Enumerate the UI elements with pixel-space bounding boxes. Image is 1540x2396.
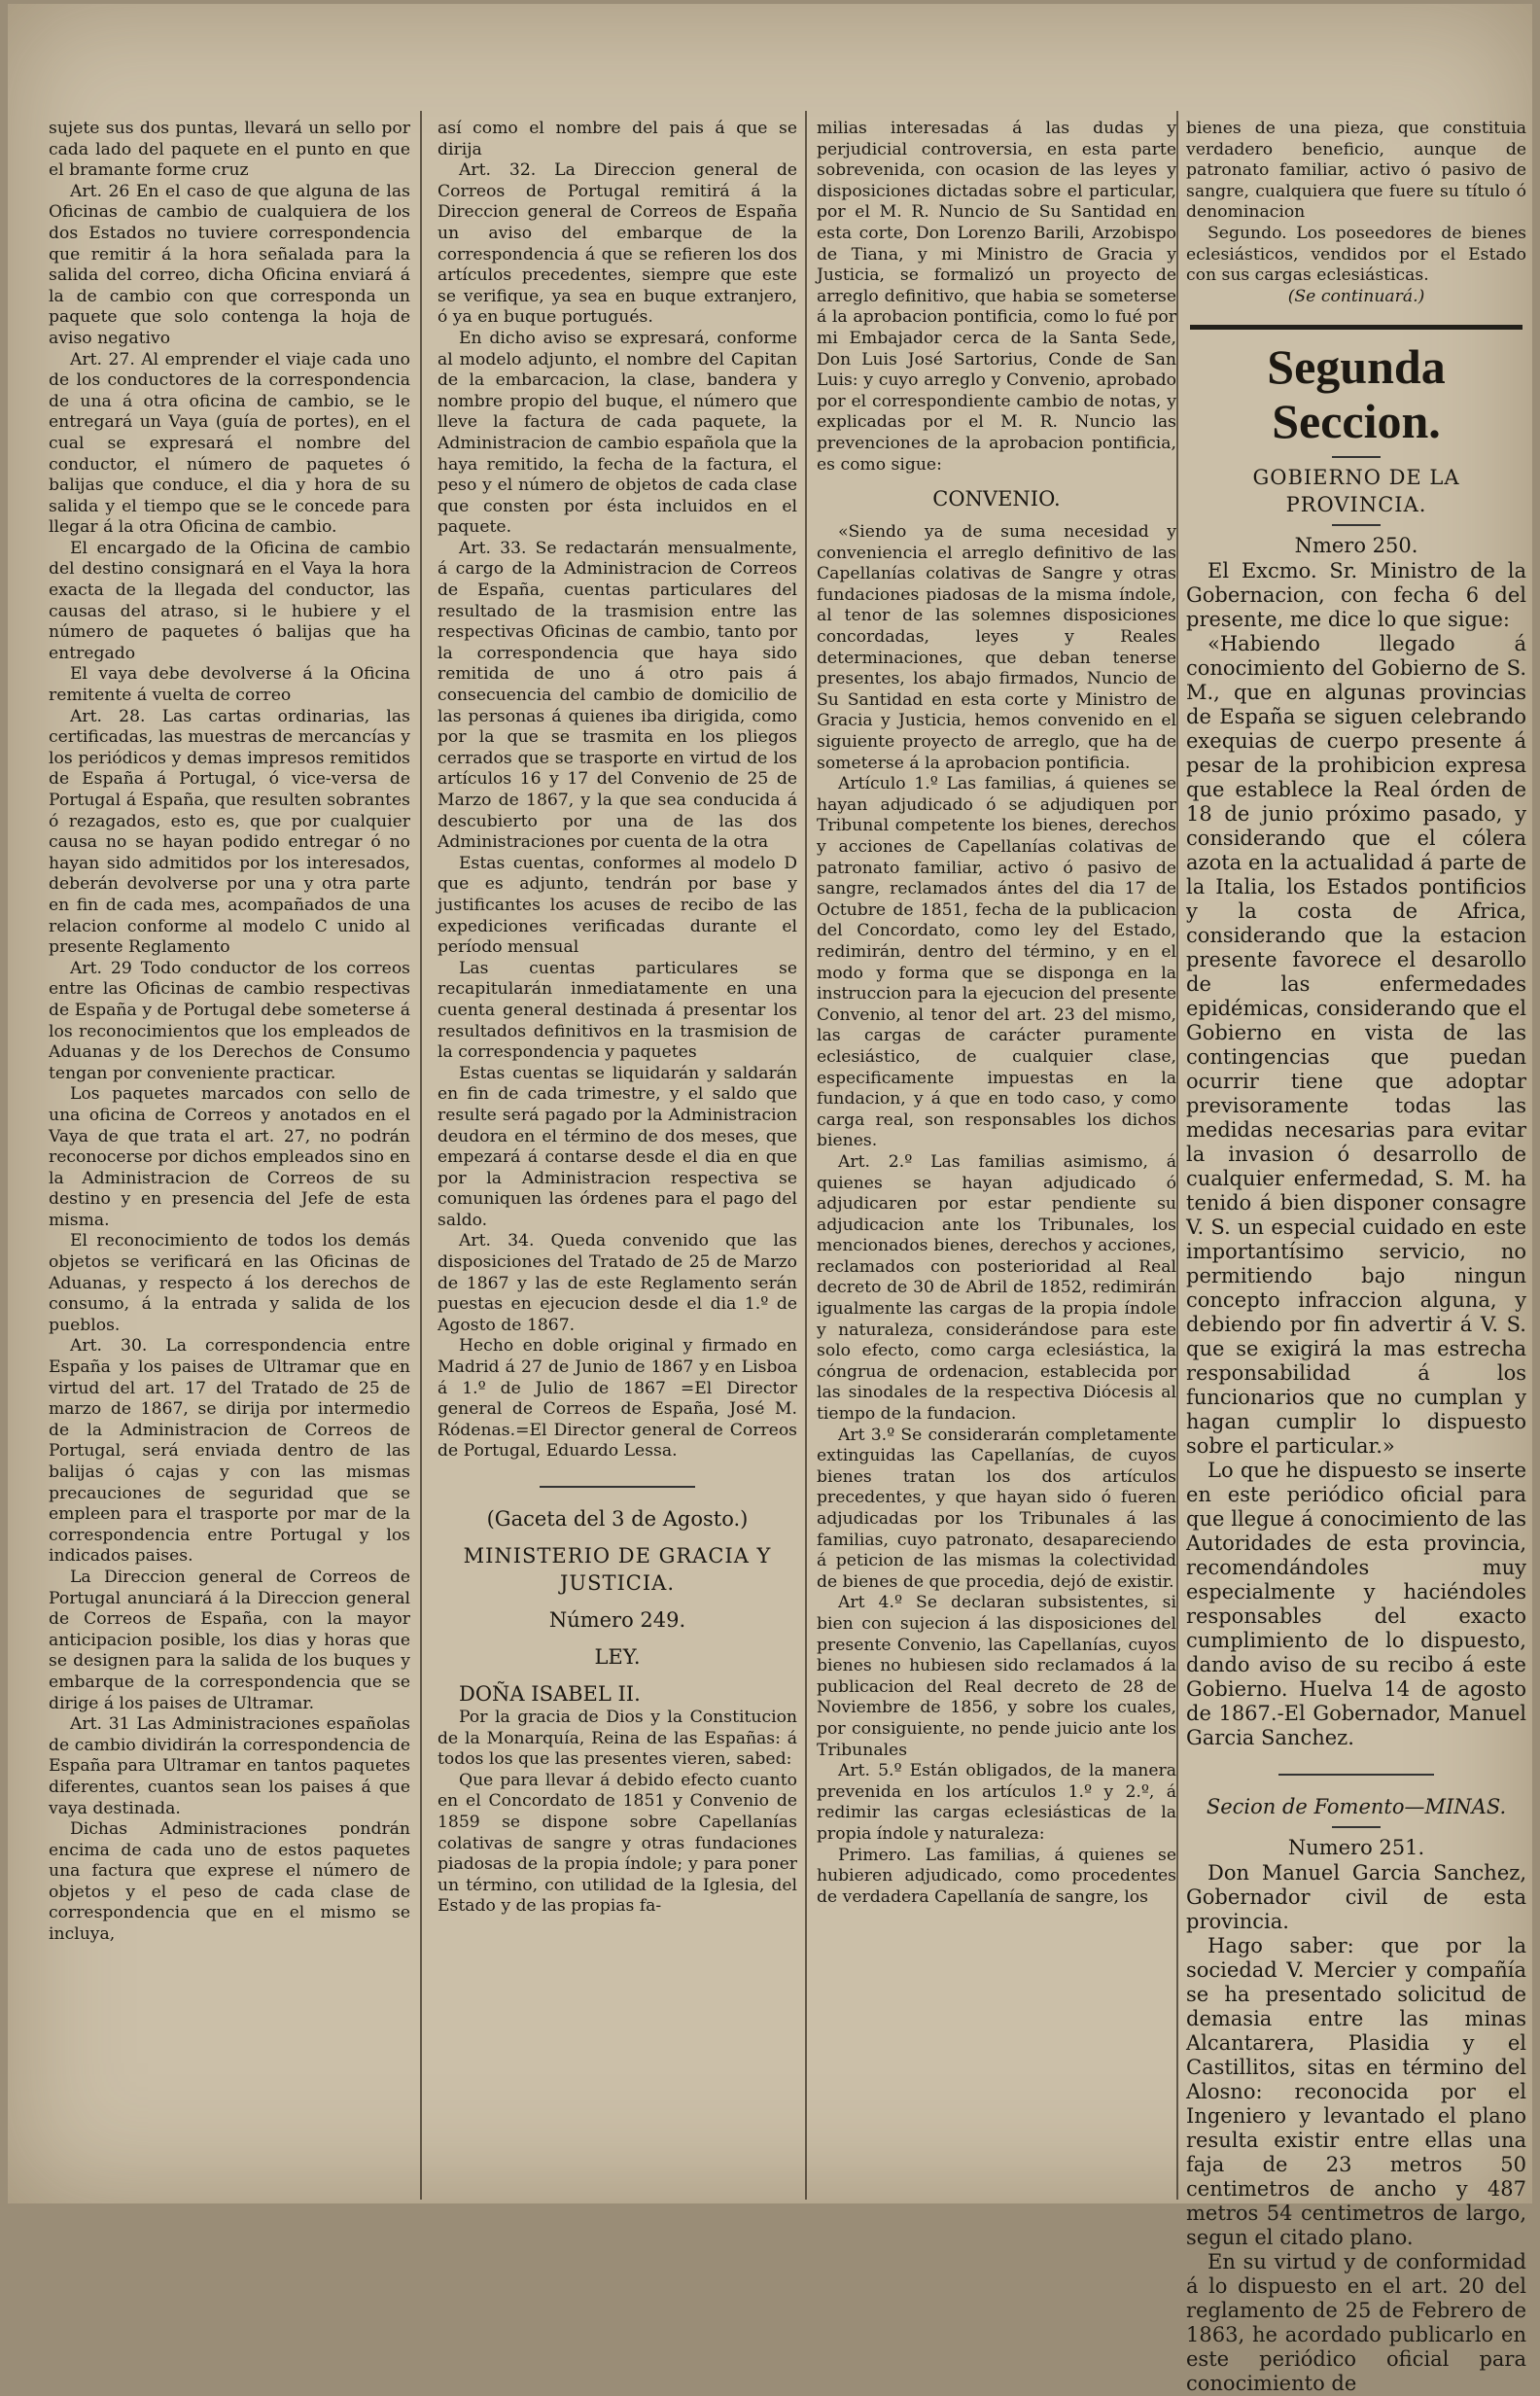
section-divider [540, 1486, 695, 1488]
paragraph: Primero. Las familias, á quienes se hubieren adjudicado, como procedentes de verdadera Capellanía de sangre, los [817, 1845, 1176, 1907]
paragraph: Artículo 1.º Las familias, á quienes se hayan adjudicado ó se adjudiquen por Tribunal competente los bienes, derechos y acciones de Capellanías colativas de patronato familiar, activo ó pasivo de sangre, reclamados ántes del dia 17 de Octubre de 1851, fecha de la publicacion del Concordato, como ley del Estado, redimirán, dentro del término, y en el modo y forma que se disponga en la instruccion para la ejecucion del presente Convenio, al tenor del art. 23 del mismo, las cargas de carácter puramente eclesiástico, de cualquier clase, especificamente impuestas en la fundacion, y á que en todo caso, y como carga real, son responsables los dichos bienes. [817, 774, 1176, 1151]
paragraph: El vaya debe devolverse á la Oficina remitente á vuelta de correo [49, 664, 410, 706]
paragraph: «Habiendo llegado á conocimiento del Gobierno de S. M., que en algunas provincias de España se siguen celebrando exequias de cuerpo presente á pesar de la prohibicion expresa que establece la Real órden de 18 de junio próximo pasado, y considerando que el cólera azota en la actualidad á parte de la Italia, los Estados pontificios y la costa de Africa, considerando que la estacion presente favorece el desarollo de las enfermedades epidémicas, considerando que el Gobierno en vista de las contingencias que puedan ocurrir tiene que adoptar previsoramente todas las medidas necesarias para evitar la invasion ó desarrollo de cualquier enfermedad, S. M. ha tenido á bien disponer consagre V. S. un especial cuidado en este importantísimo servicio, no permitiendo bajo ningun concepto infraccion alguna, y debiendo por fin advertir á V. S. que se exigirá la mas estrecha responsabilidad á los funcionarios que no cumplan y hagan cumplir lo dispuesto sobre el particular.» [1186, 632, 1526, 1459]
column-3 [817, 119, 1176, 2200]
paragraph: Art. 31 Las Administraciones españolas de cambio dividirán la correspondencia de España para Ultramar en tantos paquetes diferentes, cuantos sean los paises á que vaya destinada. [49, 1714, 410, 1818]
paragraph: Art. 28. Las cartas ordinarias, las certificadas, las muestras de mercancías y los periódicos y demas impresos remitidos de España á Portugal, ó vice-versa de Portugal á España, que resulten sobrantes ó rezagados, esto es, que por cualquier causa no se hayan podido entregar ó no hayan sido admitidos por los interesados, deberán devolverse por una y otra parte en fin de cada mes, acompañados de una relacion conforme al modelo C unido al presente Reglamento [49, 706, 410, 958]
paragraph: Las cuentas particulares se recapitularán inmediatamente en una cuenta general destinada á presentar los resultados definitivos en la trasmision de la correspondencia y paquetes [438, 958, 797, 1063]
paragraph: Lo que he dispuesto se inserte en este periódico oficial para que llegue á conocimiento de las Autoridades de esta provincia, recomendándoles muy especialmente y haciéndoles responsables del exacto cumplimiento de lo dispuesto, dando aviso de su recibo á este Gobierno. Huelva 14 de agosto de 1867.-El Gobernador, Manuel Garcia Sanchez. [1186, 1459, 1526, 1750]
column-2 [438, 119, 797, 2200]
paragraph: Hago saber: que por la sociedad V. Mercier y compañía se ha presentado solicitud de demasia entre las minas Alcantarera, Plasidia y el Castillitos, sitas en término del Alosno: reconocida por el Ingeniero y levantado el plano resulta existir entre ellas una faja de 23 metros 50 centimetros de ancho y 487 metros 54 centimetros de largo, segun el citado plano. [1186, 1934, 1526, 2250]
paragraph: Art 3.º Se considerarán completamente extinguidas las Capellanías, de cuyos bienes tratan los dos artículos precedentes, y que hayan sido ó fueren adjudicadas por los Tribunales á las familias, cuyo patronato, desapareciendo á peticion de las mismas la colectividad de bienes de que procedia, dejó de existir. [817, 1425, 1176, 1592]
paragraph: El reconocimiento de todos los demás objetos se verificará en las Oficinas de Aduanas, y respecto á los derechos de consumo, á la entrada y salida de los pueblos. [49, 1231, 410, 1335]
paragraph: bienes de una pieza, que constituia verdadero beneficio, aunque de patronato familiar, activo ó pasivo de sangre, cualquiera que fuere su título ó denominacion [1186, 119, 1526, 223]
column-1 [49, 119, 410, 2200]
paragraph: Art 4.º Se declaran subsistentes, si bien con sujecion á las disposiciones del presente Convenio, las Capellanías, cuyos bienes no hubiesen sido reclamados á la publicacion del Real decreto de 28 de Noviembre de 1856, y sobre los cuales, por consiguiente, no pende juicio ante los Tribunales [817, 1593, 1176, 1760]
paragraph: La Direccion general de Correos de Portugal anunciará á la Direccion general de Correos de España, con la mayor anticipacion posible, los dias y horas que se designen para la salida de los buques y embarque de la correspondencia que se dirige á los paises de Ultramar. [49, 1567, 410, 1713]
column-rule [420, 111, 422, 2200]
continued-note: (Se continuará.) [1287, 286, 1425, 306]
paragraph: Art. 26 En el caso de que alguna de las Oficinas de cambio de cualquiera de los dos Estados no tuviere correspondencia que remitir á la hora señalada para la salida del correo, dicha Oficina enviará á la de cambio con que corresponda un paquete que solo contenga la hoja de aviso negativo [49, 181, 410, 348]
paragraph: «Siendo ya de suma necesidad y conveniencia el arreglo definitivo de las Capellanías colativas de Sangre y otras fundaciones piadosas de la misma índole, al tenor de las solemnes disposiciones concordadas, leyes y Reales determinaciones, que deban tenerse presentes, los abajo firmados, Nuncio de Su Santidad en esta corte y Ministro de Gracia y Justicia, hemos convenido en el siguiente proyecto de arreglo, que ha de someterse á la aprobacion pontificia. [817, 522, 1176, 773]
ornament-rule [1332, 456, 1381, 458]
paragraph: así como el nombre del pais á que se dirija [438, 119, 797, 159]
newspaper-page [8, 4, 1532, 2396]
government-heading: GOBIERNO DE LA PROVINCIA. [1252, 466, 1460, 517]
paragraph: Art. 30. La correspondencia entre España y los paises de Ultramar que en virtud del art. 17 del Tratado de 25 de marzo de 1867, se dirija por intermedio de la Administracion de Correos de Portugal, será enviada dentro de las balijas ó cajas y con las mismas precauciones de seguridad que se empleen para el trasporte por mar de la correspondencia entre Portugal y los indicados paises. [49, 1336, 410, 1567]
paragraph: Art. 33. Se redactarán mensualmente, á cargo de la Administracion de Correos de España, cuentas particulares del resultado de la trasmision entre las respectivas Oficinas de cambio, tanto por la correspondencia que haya sido remitida de uno á otro pais á consecuencia del cambio de domicilio de las personas á quienes iba dirigida, como por la que se trasmita en los pliegos cerrados que se trasporte en virtud de los artículos 16 y 17 del Convenio de 25 de Marzo de 1867, y la que sea conducida á descubierto por una de las dos Administraciones por cuenta de la otra [438, 538, 797, 853]
paragraph: Art. 32. La Direccion general de Correos de Portugal remitirá á la Direccion general de Correos de España un aviso del embarque de la correspondencia á que se refieren los dos artículos precedentes, siempre que este se verifique, ya sea en buque extranjero, ó ya en buque portugués. [438, 160, 797, 328]
paragraph: Art. 29 Todo conductor de los correos entre las Oficinas de cambio respectivas de España y de Portugal debe someterse á los reconocimientos que los empleados de Aduanas y de los Derechos de Consumo tengan por conveniente practicar. [49, 958, 410, 1083]
gaceta-note: (Gaceta del 3 de Agosto.) [486, 1507, 749, 1531]
paragraph: Art. 34. Queda convenido que las disposiciones del Tratado de 25 de Marzo de 1867 y las de este Reglamento serán puestas en ejecucion desde el dia 1.º de Agosto de 1867. [438, 1231, 797, 1335]
paragraph: Dichas Administraciones pondrán encima de cada uno de estos paquetes una factura que exprese el número de objetos y el peso de cada clase de correspondencia que en el mismo se incluya, [49, 1819, 410, 1945]
number-heading: Nmero 250. [1294, 534, 1418, 558]
paragraph: Estas cuentas se liquidarán y saldarán en fin de cada trimestre, y el saldo que resulte será pagado por la Administracion deudora en el término de dos meses, que empezará á contarse desde el dia en que por la Administracion respectiva se comuniquen las órdenes para el pago del saldo. [438, 1063, 797, 1230]
section-divider [1190, 325, 1522, 330]
ornament-rule [1332, 524, 1381, 526]
section-title: Segunda Seccion. [1267, 339, 1446, 449]
queen-heading: DOÑA ISABEL II. [459, 1682, 641, 1706]
paragraph: El Excmo. Sr. Ministro de la Gobernacion, con fecha 6 del presente, me dice lo que sigue: [1186, 559, 1526, 632]
paragraph: Los paquetes marcados con sello de una oficina de Correos y anotados en el Vaya de que trata el art. 27, no podrán reconocerse por dichos empleados sino en la Administracion de Correos de su destino y en presencia del Jefe de esta misma. [49, 1084, 410, 1230]
column-rule [1176, 111, 1178, 2200]
fomento-heading: Secion de Fomento—MINAS. [1206, 1795, 1507, 1819]
paragraph: Art. 2.º Las familias asimismo, á quienes se hayan adjudicado ó adjudicaren por estar pendiente su adjudicacion ante los Tribunales, los mencionados bienes, derechos y acciones, reclamados con posterioridad al Real decreto de 30 de Abril de 1852, redimirán igualmente las cargas de la propia índole y naturaleza, considerándose para este solo efecto, como carga eclesiástica, la cóngrua de ordenacion, establecida por las sinodales de la respectiva Diócesis al tiempo de la fundacion. [817, 1151, 1176, 1425]
paragraph: El encargado de la Oficina de cambio del destino consignará en el Vaya la hora exacta de la llegada del conductor, las causas del atraso, si le hubiere y el número de paquetes ó balijas que ha entregado [49, 538, 410, 663]
ornament-rule [1332, 1826, 1381, 1828]
paragraph: Estas cuentas, conformes al modelo D que es adjunto, tendrán por base y justificantes los acuses de recibo de las expediciones verificadas durante el período mensual [438, 853, 797, 958]
paragraph: sujete sus dos puntas, llevará un sello por cada lado del paquete en el punto en que el bramante forme cruz [49, 119, 410, 181]
column-4 [1186, 119, 1526, 2396]
convenio-heading: CONVENIO. [932, 487, 1061, 511]
paragraph: Que para llevar á debido efecto cuanto en el Concordato de 1851 y Convenio de 1859 se dispone sobre Capellanías colativas de sangre y otras fundaciones piadosas de la propia índole; y para poner un término, con utilidad de la Iglesia, del Estado y de las propias fa- [438, 1770, 797, 1917]
paragraph: Art. 5.º Están obligados, de la manera prevenida en los artículos 1.º y 2.º, á redimir las cargas eclesiásticas de la propia índole y naturaleza: [817, 1761, 1176, 1844]
paragraph: En su virtud y de conformidad á lo dispuesto en el art. 20 del reglamento de 25 de Febrero de 1863, he acordado publicarlo en este periódico oficial para conocimiento de [1186, 2250, 1526, 2396]
section-divider [1278, 1774, 1434, 1776]
paragraph: Por la gracia de Dios y la Constitucion de la Monarquía, Reina de las Españas: á todos los que las presentes vieren, sabed: [438, 1708, 797, 1770]
number-heading: Número 249. [548, 1608, 686, 1632]
paragraph: milias interesadas á las dudas y perjudicial controversia, en esta parte sobrevenida, con ocasion de las leyes y disposiciones dictadas sobre el particular, por el M. R. Nuncio de Su Santidad en esta corte, Don Lorenzo Barili, Arzobispo de Tiana, y mi Ministro de Gracia y Justicia, se formalizó un proyecto de arreglo definitivo, que habia se someterse á la aprobacion pontificia, como lo fué por mi Embajador cerca de la Santa Sede, Don Luis José Sartorius, Conde de San Luis: y cuyo arreglo y Convenio, aprobado por el correspondiente cambio de notas, y explicadas por el M. R. Nuncio las prevenciones de la aprobacion pontificia, es como sigue: [817, 119, 1176, 475]
paragraph: Don Manuel Garcia Sanchez, Gobernador civil de esta provincia. [1186, 1861, 1526, 1934]
ley-heading: LEY. [594, 1645, 641, 1669]
paragraph: En dicho aviso se expresará, conforme al modelo adjunto, el nombre del Capitan de la embarcacion, la clase, bandera y nombre propio del buque, el número que lleve la factura de cada paquete, la Administracion de cambio española que la haya remitido, la fecha de la factura, el peso y el número de objetos de cada clase que consten por ésta incluidos en el paquete. [438, 328, 797, 538]
number-heading: Numero 251. [1287, 1836, 1425, 1860]
paragraph: Hecho en doble original y firmado en Madrid á 27 de Junio de 1867 y en Lisboa á 1.º de Julio de 1867 =El Director general de Correos de España, José M. Ródenas.=El Director general de Correos de Portugal, Eduardo Lessa. [438, 1336, 797, 1462]
paragraph: Segundo. Los poseedores de bienes eclesiásticos, vendidos por el Estado con sus cargas eclesiásticas. [1186, 223, 1526, 286]
column-rule [805, 111, 807, 2200]
ministry-heading: MINISTERIO DE GRACIA Y JUSTICIA. [463, 1544, 772, 1595]
paragraph: Art. 27. Al emprender el viaje cada uno de los conductores de la correspondencia de una á otra oficina de cambio, se le entregará un Vaya (guía de portes), en el cual se expresará el nombre del conductor, el número de paquetes ó balijas que conduce, el dia y hora de su salida y el tiempo que se le concede para llegar á la otra Oficina de cambio. [49, 349, 410, 538]
